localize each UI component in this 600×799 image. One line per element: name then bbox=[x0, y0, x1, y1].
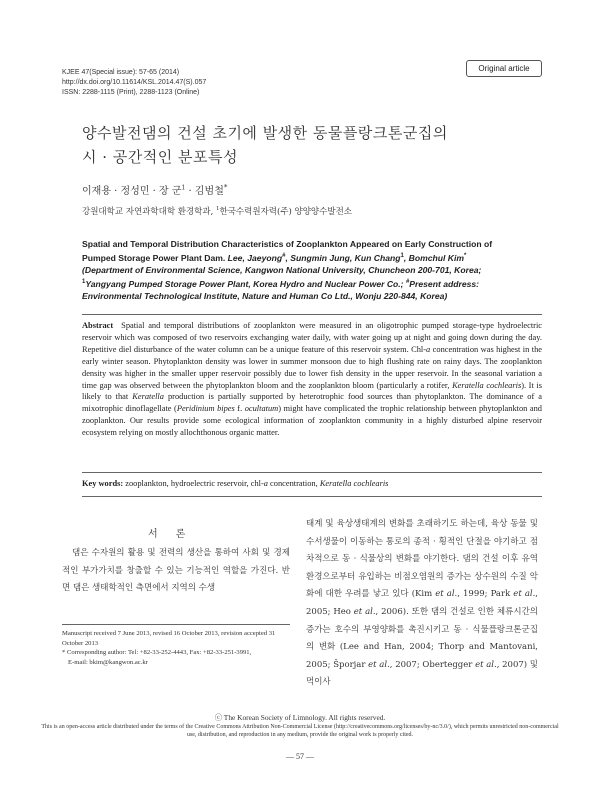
english-affiliation-line3: Environmental Technological Institute, Nature and Human Co Ltd., Wonju 220-844, Korea) bbox=[82, 290, 448, 301]
author-sup: 1 bbox=[181, 184, 186, 192]
page-number: — 57 — bbox=[286, 752, 314, 761]
manuscript-dates: Manuscript received 7 June 2013, revised 16 October 2013, revision accepted 31 October 2013 bbox=[62, 630, 276, 647]
affiliation-sup: 1 bbox=[215, 206, 220, 213]
license-text: This is an open-access article distributed under the terms of the Creative Commons Attribution Non-Commercial License (http://creativecommons.org/licenses/by-nc/3.0/), which permits unrestricted non-commercial use, distribution, and reproduction in any medium, provide the original work is properly cited. bbox=[41, 724, 559, 739]
journal-meta bbox=[62, 68, 206, 98]
author-names: 이재용 · 정성민 · 장 군 bbox=[82, 186, 182, 197]
english-authors: Lee, Jaeyong bbox=[227, 252, 283, 263]
korean-authors bbox=[82, 182, 227, 197]
corresponding-email[interactable]: E-mail: bkim@kangwon.ac.kr bbox=[68, 658, 148, 666]
english-title-line1: Spatial and Temporal Distribution Characteristics of Zooplankton Appeared on Early Construction of bbox=[82, 239, 493, 249]
author-names-rest: · 김범철 bbox=[185, 186, 224, 197]
affiliation-rest: 한국수력원자력(주) 양양양수발전소 bbox=[219, 207, 352, 217]
affiliation-main: 강원대학교 자연과학대학 환경학과, bbox=[82, 207, 216, 217]
right-column-text: 태계 및 육상생태계의 변화를 초래하기도 하는데, 육상 동물 및 수서생물이 이동하는 통로의 종적 · 횡적인 단절을 야기하고 점차적으로 동 · 식물상의 변화를 야기한다. 댐의 건설 이후 유역환경으로부터 유입하는 비점오염원의 증가는 상수원의 수질 악화에 대한 우려를 낳고 있다 (Kim et al., 1999; Park et al., 2005; Heo et al., 2006). 또한 댐의 건설로 인한 체류시간의 증가는 호수의 부영양화를 촉진시키고 동 · 식물플랑크톤군집의 변화 (Lee and Han, 2004; Thorp and Mantovani, 2005; Šporjar et al., 2007; Obertegger et al., 2007) 및 먹이사 bbox=[306, 519, 539, 688]
issn-line: ISSN: 2288-1115 (Print), 2288-1123 (Online) bbox=[62, 89, 200, 96]
section-heading-introduction: 서론 bbox=[148, 529, 204, 540]
doi-link[interactable]: http://dx.doi.org/10.11614/KSL.2014.47(S).057 bbox=[62, 79, 207, 86]
corresponding-mark: * bbox=[223, 183, 228, 192]
article-type-badge: Original article bbox=[466, 60, 542, 77]
english-title-line2: Pumped Storage Power Plant Dam. Lee, Jaeyong#, Sungmin Jung, Kun Chang$^1$, Bomchul Kim* bbox=[82, 252, 467, 263]
abstract-top-rule bbox=[82, 314, 542, 315]
footnote bbox=[62, 629, 290, 667]
english-title-block bbox=[82, 238, 542, 302]
keywords-top-rule bbox=[82, 472, 542, 473]
abstract-label: Abstract bbox=[82, 321, 114, 330]
keywords-label: Key words: bbox=[82, 479, 124, 488]
korean-affiliation bbox=[82, 205, 352, 217]
corresponding-author: * Corresponding author: Tel: +82-33-252-4443, Fax: +82-33-251-3991, bbox=[62, 649, 252, 656]
journal-citation: KJEE 47(Special issue): 57-65 (2014) bbox=[62, 69, 180, 76]
english-affiliation-line2: $^1$Yangyang Pumped Storage Power Plant, Korea Hydro and Nuclear Power Co.; #Present address: bbox=[82, 278, 480, 289]
footnote-rule bbox=[62, 624, 290, 625]
left-column-text: 댐은 수자원의 활용 및 전력의 생산을 통하여 사회 및 경제적인 부가가치를 창출할 수 있는 기능적인 역할을 가진다. 반면 댐은 생태학적인 측면에서 지역의 수생 bbox=[62, 548, 290, 593]
korean-title bbox=[82, 121, 448, 169]
english-affiliation-line1: (Department of Environmental Science, Kangwon National University, Chuncheon 200-701, Korea; bbox=[82, 264, 482, 275]
copyright-line: ⓒ The Korean Society of Limnology. All rights reserved. bbox=[214, 713, 386, 722]
keywords: Key words: zooplankton, hydroelectric reservoir, chl-a concentration, Keratella cochlearis bbox=[82, 479, 389, 488]
korean-title-line1: 양수발전댐의 건설 초기에 발생한 동물플랑크톤군집의 bbox=[82, 124, 448, 142]
korean-title-line2: 시 · 공간적인 분포특성 bbox=[82, 148, 238, 166]
keywords-bottom-rule bbox=[82, 496, 542, 497]
abstract: Abstract Spatial and temporal distributions of zooplankton were measured in an oligotrophic pumped storage-type hydroelectric reservoir which was composed of two reservoirs exchanging water daily, with water going up at night and going down during the day. Repetitive diel disturbance of the water column can be a unique feature of this reservoir system. Chl-a concentration was highest in the early winter season. Phytoplankton density was lower in summer monsoon due to high flushing rate on rainy days. The zooplankton density was higher in the smaller upper reservoir possibly due to lower fish density in the upper reservoir. In the seasonal variation a time gap was observed between the phytoplankton bloom and the zooplankton bloom (particularly a rotifer, Keratella cochlearis). It is likely to that Keratella production is partially supported by heterotrophic food sources than phytoplankton. The dominance of a mixotrophic dinoflagellate (Peridinium bipes f. ocultatum) might have complicated the trophic relationship between phytoplankton and zooplankton. Our results provide some ecological information of zooplankton community in a highly disturbed alpine reservoir ecosystem relying on mostly allochthonous organic matter. bbox=[82, 321, 542, 438]
